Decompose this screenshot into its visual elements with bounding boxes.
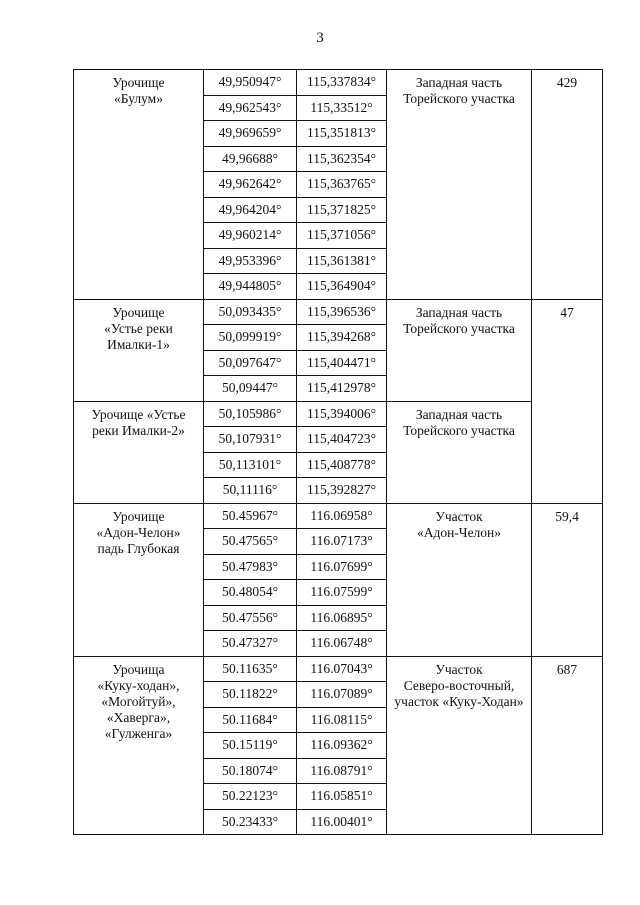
site-name-line: «Хаверга», (106, 709, 171, 725)
longitude-cell: 115,396536° (297, 299, 387, 325)
site-name-cell (74, 656, 204, 835)
site-name-line: «Куку-ходан», (97, 677, 180, 693)
longitude-cell: 115,371825° (297, 197, 387, 223)
latitude-cell: 50,11116° (204, 478, 297, 504)
latitude-cell: 49,96688° (204, 146, 297, 172)
site-name-line: Урочища (112, 661, 165, 677)
latitude-cell: 50.11822° (204, 682, 297, 708)
site-name-cell (74, 70, 204, 300)
latitude-cell: 50,09447° (204, 376, 297, 402)
area-cell: 59,4 (532, 503, 603, 656)
page-number: 3 (316, 30, 324, 46)
longitude-cell: 115,408778° (297, 452, 387, 478)
latitude-cell: 50.15119° (204, 733, 297, 759)
latitude-cell: 50.45967° (204, 503, 297, 529)
longitude-cell: 116.06958° (297, 503, 387, 529)
longitude-cell: 116.05851° (297, 784, 387, 810)
longitude-cell: 115,351813° (297, 121, 387, 147)
latitude-cell: 49,953396° (204, 248, 297, 274)
latitude-cell: 50.47983° (204, 554, 297, 580)
site-name-line: «Устье реки (104, 320, 173, 336)
longitude-cell: 115,337834° (297, 70, 387, 96)
longitude-cell: 115,412978° (297, 376, 387, 402)
section-cell (387, 401, 532, 503)
latitude-cell: 49,950947° (204, 70, 297, 96)
section-line: Торейского участка (403, 320, 515, 336)
area-cell: 687 (532, 656, 603, 835)
latitude-cell: 49,969659° (204, 121, 297, 147)
site-name-line: падь Глубокая (97, 540, 180, 556)
site-name-cell (74, 401, 204, 503)
site-name-line: «Булум» (114, 91, 163, 106)
latitude-cell: 49,964204° (204, 197, 297, 223)
latitude-cell: 50,097647° (204, 350, 297, 376)
longitude-cell: 116.08115° (297, 707, 387, 733)
latitude-cell: 50.22123° (204, 784, 297, 810)
latitude-cell: 50.47556° (204, 605, 297, 631)
site-name-line: Ималки-1» (107, 336, 170, 352)
table-row (74, 401, 603, 427)
section-line: Торейского участка (403, 91, 515, 106)
longitude-cell: 116.08791° (297, 758, 387, 784)
section-line: Западная часть (415, 406, 503, 422)
latitude-cell: 49,960214° (204, 223, 297, 249)
latitude-cell: 50,093435° (204, 299, 297, 325)
section-cell (387, 656, 532, 835)
table-row (74, 503, 603, 529)
section-line: Торейского участка (403, 422, 515, 438)
latitude-cell: 50.11635° (204, 656, 297, 682)
latitude-cell: 50.18074° (204, 758, 297, 784)
longitude-cell: 115,363765° (297, 172, 387, 198)
longitude-cell: 116.06748° (297, 631, 387, 657)
longitude-cell: 116.00401° (297, 809, 387, 835)
longitude-cell: 116.07043° (297, 656, 387, 682)
site-name-line: «Адон-Челон» (96, 524, 181, 540)
site-name-line: реки Ималки-2» (92, 422, 185, 438)
section-cell (387, 70, 532, 300)
section-cell (387, 299, 532, 401)
area-cell: 429 (532, 70, 603, 300)
section-line: Западная часть (415, 304, 503, 320)
area-cell: 47 (532, 299, 603, 503)
site-name-line: Урочище (112, 508, 165, 524)
latitude-cell: 50,107931° (204, 427, 297, 453)
latitude-cell: 50.11684° (204, 707, 297, 733)
latitude-cell: 49,962543° (204, 95, 297, 121)
section-line: Западная часть (415, 75, 503, 90)
longitude-cell: 115,33512° (297, 95, 387, 121)
site-name-line: «Гулженга» (104, 725, 173, 741)
longitude-cell: 115,404471° (297, 350, 387, 376)
section-line: Северо-восточный, (403, 677, 515, 693)
longitude-cell: 116.07599° (297, 580, 387, 606)
site-name-line: Урочище «Устье (91, 406, 186, 422)
longitude-cell: 115,371056° (297, 223, 387, 249)
longitude-cell: 116.09362° (297, 733, 387, 759)
longitude-cell: 115,361381° (297, 248, 387, 274)
latitude-cell: 50.23433° (204, 809, 297, 835)
site-name-cell (74, 503, 204, 656)
latitude-cell: 50,105986° (204, 401, 297, 427)
coordinates-table (73, 69, 603, 835)
longitude-cell: 116.07699° (297, 554, 387, 580)
coordinates-table-body (74, 70, 603, 835)
latitude-cell: 50.48054° (204, 580, 297, 606)
site-name-line: «Могойтуй», (101, 693, 176, 709)
table-row (74, 70, 603, 96)
latitude-cell: 50.47565° (204, 529, 297, 555)
table-row (74, 656, 603, 682)
site-name-cell (74, 299, 204, 401)
longitude-cell: 115,394006° (297, 401, 387, 427)
latitude-cell: 49,944805° (204, 274, 297, 300)
latitude-cell: 50,113101° (204, 452, 297, 478)
longitude-cell: 115,362354° (297, 146, 387, 172)
longitude-cell: 116.07173° (297, 529, 387, 555)
section-line: участок «Куку-Ходан» (394, 693, 524, 709)
longitude-cell: 116.07089° (297, 682, 387, 708)
section-cell (387, 503, 532, 656)
section-line: Участок (435, 508, 483, 524)
section-line: «Адон-Челон» (416, 524, 502, 540)
longitude-cell: 115,392827° (297, 478, 387, 504)
section-line: Участок (435, 661, 483, 677)
longitude-cell: 115,404723° (297, 427, 387, 453)
longitude-cell: 115,394268° (297, 325, 387, 351)
table-row (74, 299, 603, 325)
latitude-cell: 49,962642° (204, 172, 297, 198)
longitude-cell: 116.06895° (297, 605, 387, 631)
site-name-line: Урочище (112, 75, 165, 90)
latitude-cell: 50.47327° (204, 631, 297, 657)
latitude-cell: 50,099919° (204, 325, 297, 351)
longitude-cell: 115,364904° (297, 274, 387, 300)
site-name-line: Урочище (112, 304, 165, 320)
